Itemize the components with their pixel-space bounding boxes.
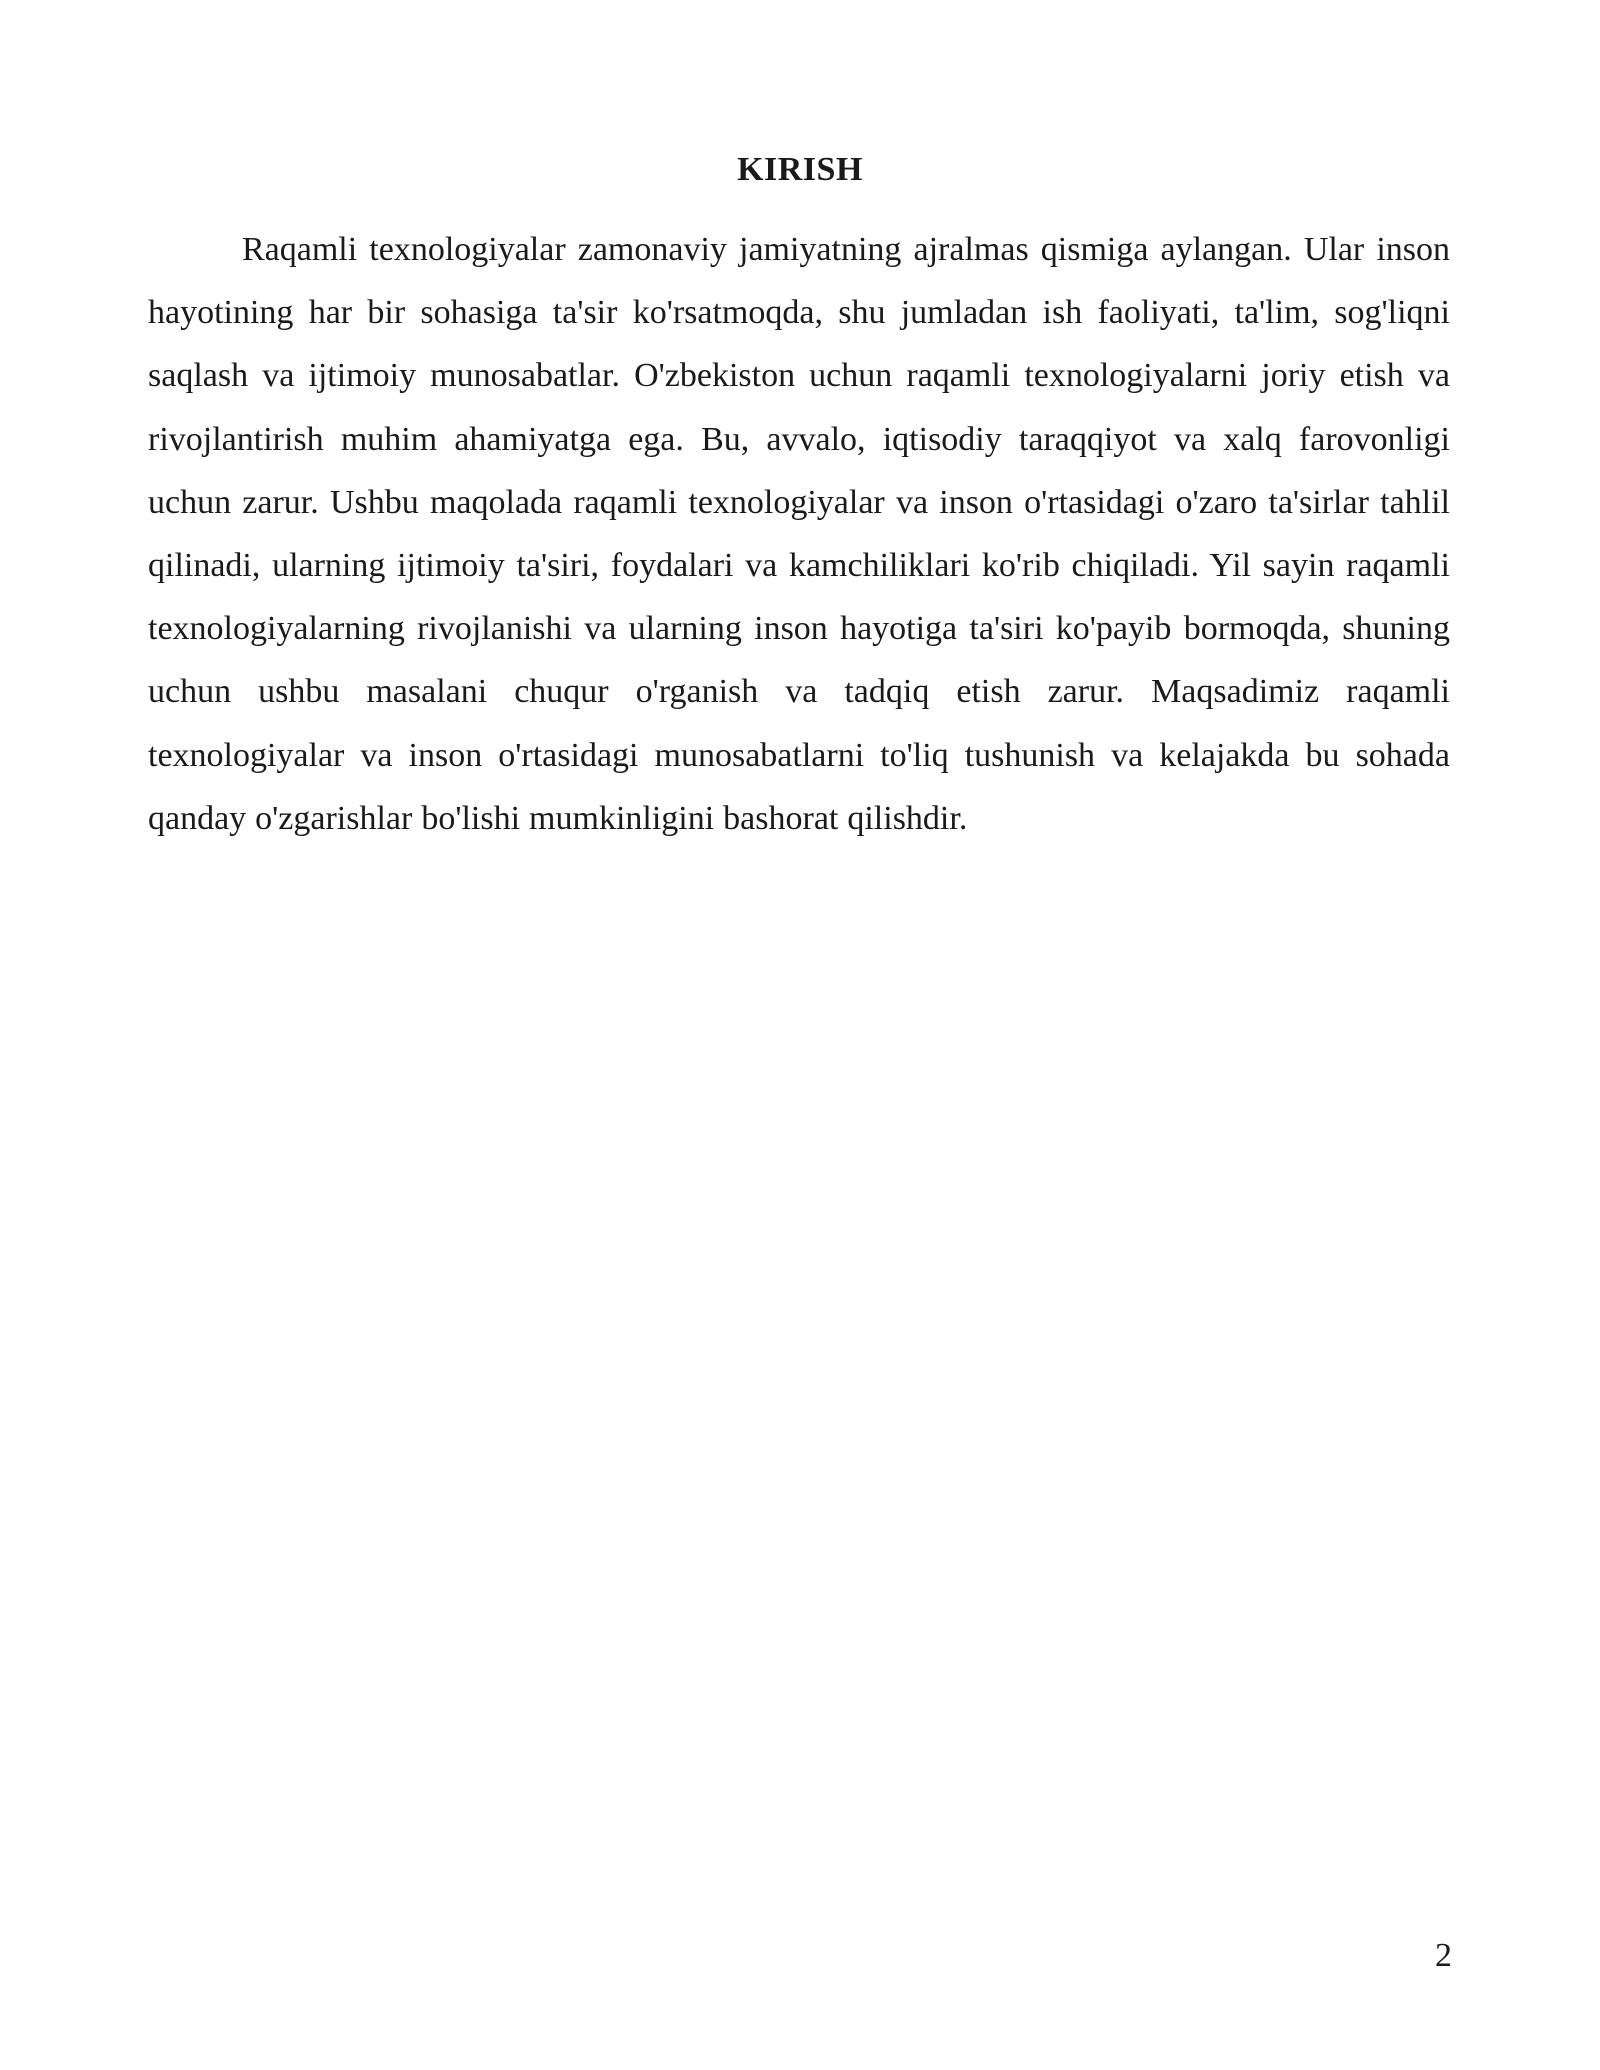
body-paragraph: Raqamli texnologiyalar zamonaviy jamiyatning ajralmas qismiga aylangan. Ular inson hayotining har bir sohasiga ta'sir ko'rsatmoqda, shu jumladan ish faoliyati, ta'lim, sog'liqni saqlash va ijtimoiy munosabatlar. O'zbekiston uchun raqamli texnologiyalarni joriy etish va rivojlantirish muhim ahamiyatga ega. Bu, avvalo, iqtisodiy taraqqiyot va xalq farovonligi uchun zarur. Ushbu maqolada raqamli texnologiyalar va inson o'rtasidagi o'zaro ta'sirlar tahlil qilinadi, ularning ijtimoiy ta'siri, foydalari va kamchiliklari ko'rib chiqiladi. Yil sayin raqamli texnologiyalarning rivojlanishi va ularning inson hayotiga ta'siri ko'payib bormoqda, shuning uchun ushbu masalani chuqur o'rganish va tadqiq etish zarur. Maqsadimiz raqamli texnologiyalar va inson o'rtasidagi munosabatlarni to'liq tushunish va kelajakda bu sohada qanday o'zgarishlar bo'lishi mumkinligini bashorat qilishdir. (148, 231, 1450, 837)
section-heading: KIRISH (737, 151, 863, 188)
page-number: 2 (1435, 1937, 1452, 1974)
